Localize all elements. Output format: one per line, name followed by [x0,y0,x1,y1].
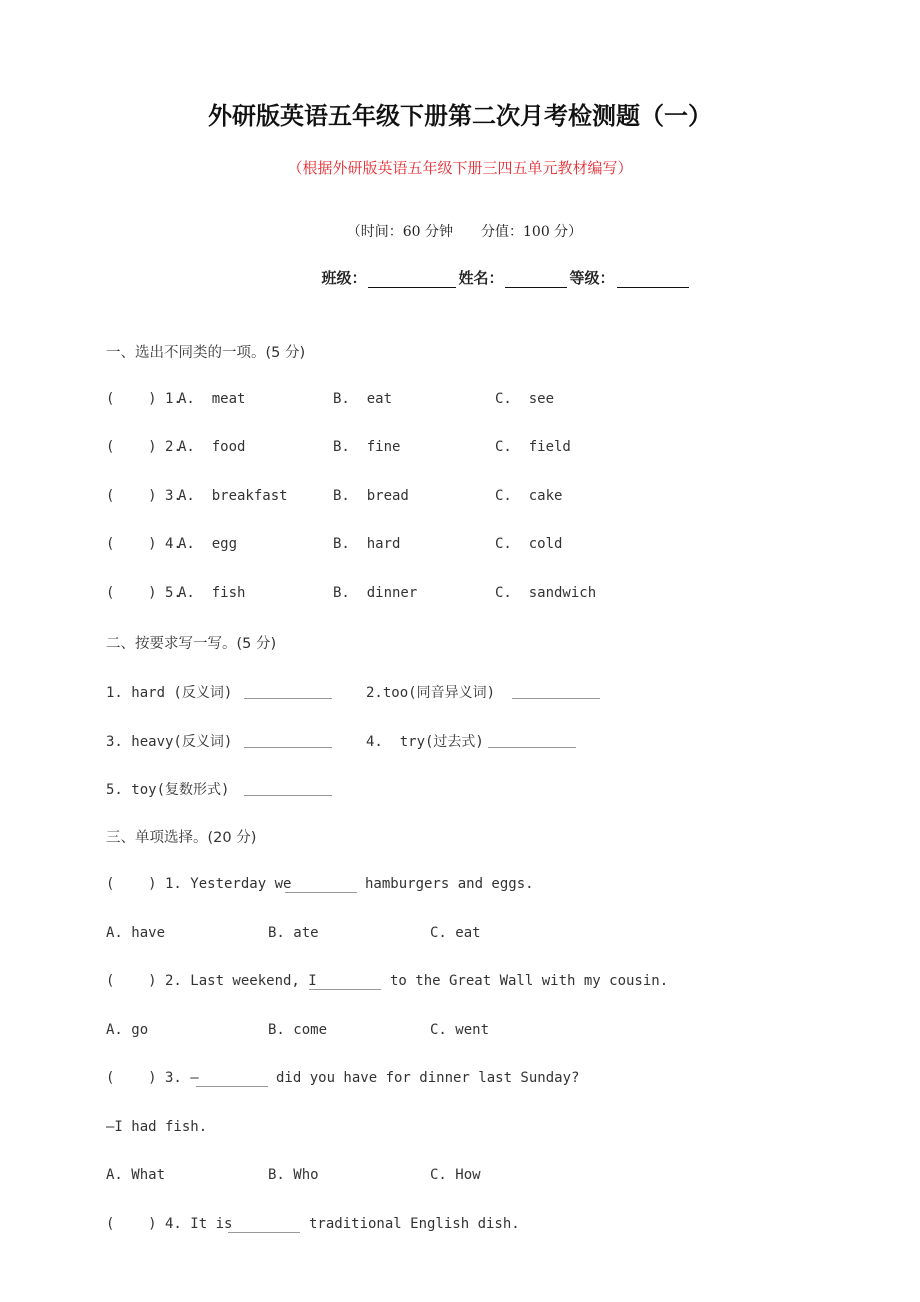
section3-heading: 三、单项选择。(20 分) [106,830,257,846]
option-c: C. cake [495,488,563,504]
question-stem: ( ) 3. — [106,1070,199,1086]
answer-blank[interactable] [228,1218,300,1233]
page-subtitle: （根据外研版英语五年级下册三四五单元教材编写） [287,159,633,177]
option-a: A. food [178,439,246,455]
option-b: B. ate [268,925,319,941]
student-info [311,249,691,288]
option-a: A. go [106,1022,149,1038]
answer-blank[interactable] [512,684,600,699]
option-c: C. see [495,391,555,407]
option-a: A. meat [178,391,246,407]
dialogue-answer: —I had fish. [106,1119,208,1135]
option-b: B. hard [333,536,401,552]
option-b: B. eat [333,391,393,407]
total-score: 分值：100 分） [481,224,583,240]
question-stem: ( ) 1. Yesterday we [106,876,292,892]
question-stem-end: did you have for dinner last Sunday? [276,1070,580,1086]
section1-heading: 一、选出不同类的一项。(5 分) [106,345,306,361]
item-prefix: ( ) 2. [106,439,182,455]
section2-item: 3. heavy(反义词) [106,734,233,750]
class-label: 班级： [321,269,367,287]
option-c: C. cold [495,536,563,552]
question-stem-end: traditional English dish. [309,1216,520,1232]
option-b: B. dinner [333,585,418,601]
section2-item: 5. toy(复数形式) [106,782,230,798]
section2-item: 1. hard (反义词) [106,685,233,701]
option-a: A. egg [178,536,238,552]
question-stem-end: hamburgers and eggs. [365,876,534,892]
section2-heading: 二、按要求写一写。(5 分) [106,636,277,652]
name-label: 姓名： [458,269,504,287]
section2-item: 2.too(同音异义词) [366,685,496,701]
option-c: C. field [495,439,571,455]
name-field[interactable] [505,273,567,288]
answer-blank[interactable] [196,1072,268,1087]
option-c: C. eat [430,925,481,941]
question-stem-end: to the Great Wall with my cousin. [390,973,669,989]
page-title: 外研版英语五年级下册第二次月考检测题（一） [208,102,712,130]
item-prefix: ( ) 3. [106,488,182,504]
option-c: C. How [430,1167,481,1183]
grade-label: 等级： [569,269,615,287]
question-stem: ( ) 2. Last weekend, I [106,973,317,989]
exam-meta [0,205,920,241]
answer-blank[interactable] [285,878,357,893]
option-b: B. Who [268,1167,319,1183]
option-b: B. fine [333,439,401,455]
section2-item: 4. try(过去式) [366,734,484,750]
item-prefix: ( ) 1. [106,391,182,407]
item-prefix: ( ) 5. [106,585,182,601]
option-b: B. come [268,1022,328,1038]
answer-blank[interactable] [244,781,332,796]
option-b: B. bread [333,488,409,504]
item-prefix: ( ) 4. [106,536,182,552]
option-c: C. sandwich [495,585,597,601]
answer-blank[interactable] [244,733,332,748]
answer-blank[interactable] [309,975,381,990]
time-limit: （时间：60 分钟 [346,224,453,240]
option-c: C. went [430,1022,490,1038]
class-field[interactable] [368,273,456,288]
option-a: A. fish [178,585,246,601]
option-a: A. breakfast [178,488,288,504]
grade-field[interactable] [617,273,689,288]
answer-blank[interactable] [244,684,332,699]
question-stem: ( ) 4. It is [106,1216,233,1232]
option-a: A. What [106,1167,166,1183]
option-a: A. have [106,925,166,941]
answer-blank[interactable] [488,733,576,748]
